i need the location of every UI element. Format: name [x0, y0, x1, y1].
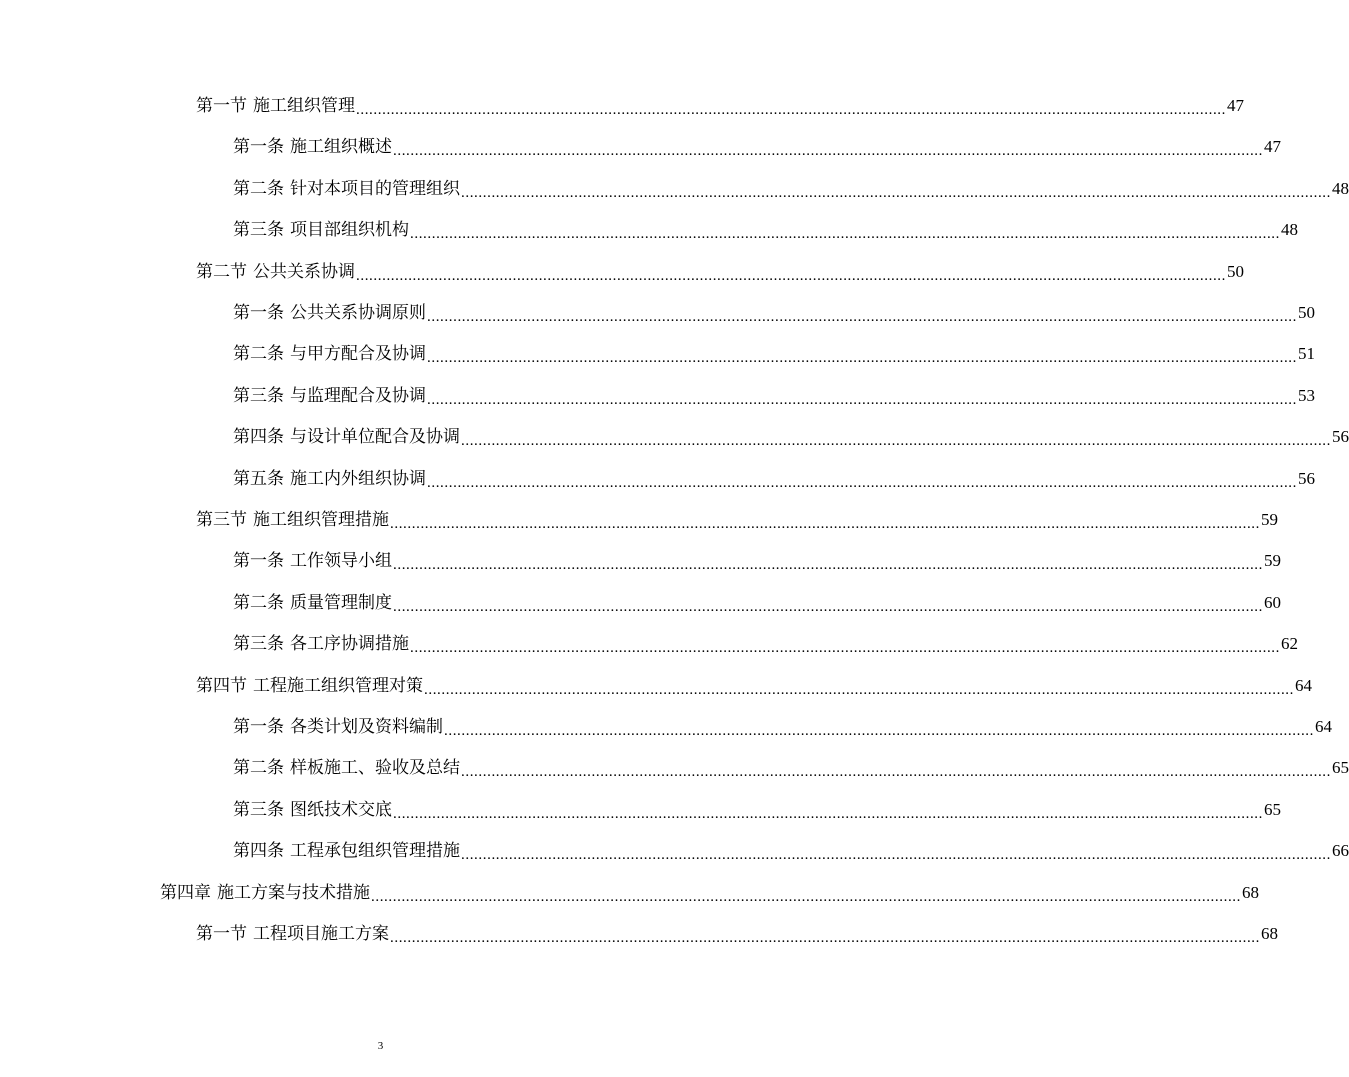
- toc-entry-page: 64: [1315, 717, 1332, 736]
- toc-entry-page: 60: [1264, 592, 1281, 612]
- toc-entry-page: 48: [1281, 220, 1298, 240]
- toc-entry-number: 第三条: [233, 385, 284, 406]
- toc-leader-dots: ........................................................................................................................................................................................................: [356, 102, 1226, 118]
- toc-entry-title: 工程项目施工方案: [253, 924, 389, 944]
- toc-entry-title: 施工方案与技术措施: [217, 882, 370, 903]
- toc-entry-title: 各工序协调措施: [290, 634, 409, 655]
- toc-leader-dots: ........................................................................................................................................................................................................: [393, 805, 1263, 822]
- toc-entry[interactable]: [233, 421, 1349, 453]
- toc-entry[interactable]: [233, 131, 1281, 163]
- toc-entry-page: 59: [1264, 551, 1281, 571]
- toc-entry[interactable]: [196, 504, 1278, 536]
- toc-entry[interactable]: [160, 877, 1259, 909]
- toc-entry-title: 质量管理制度: [290, 592, 392, 613]
- toc-entry-title: 与设计单位配合及协调: [290, 427, 460, 448]
- toc-entry-page: 59: [1261, 510, 1278, 529]
- toc-entry-page: 65: [1332, 758, 1349, 778]
- toc-entry-number: 第二节: [196, 261, 247, 282]
- toc-entry-number: 第一节: [196, 96, 247, 116]
- toc-entry[interactable]: [233, 835, 1349, 867]
- toc-entry-title: 施工组织概述: [290, 137, 392, 158]
- toc-entry[interactable]: [196, 256, 1244, 288]
- toc-leader-dots: ........................................................................................................................................................................................................: [371, 888, 1241, 905]
- toc-entry[interactable]: [233, 338, 1315, 370]
- toc-leader-dots: ........................................................................................................................................................................................................: [444, 723, 1314, 739]
- toc-entry-number: 第一条: [233, 551, 284, 572]
- toc-entry-page: 53: [1298, 385, 1315, 405]
- toc-leader-dots: ........................................................................................................................................................................................................: [461, 764, 1331, 781]
- toc-entry-page: 65: [1264, 799, 1281, 819]
- toc-entry-title: 公共关系协调原则: [290, 303, 426, 323]
- toc-entry[interactable]: [233, 380, 1315, 412]
- toc-entry-title: 项目部组织机构: [290, 220, 409, 241]
- toc-entry-page: 66: [1332, 841, 1349, 861]
- toc-entry-title: 工程承包组织管理措施: [290, 841, 460, 862]
- toc-entry-page: 68: [1261, 924, 1278, 943]
- toc-entry[interactable]: [233, 711, 1332, 743]
- toc-entry-page: 64: [1295, 675, 1312, 695]
- toc-entry-title: 针对本项目的管理组织: [290, 178, 460, 199]
- toc-entry[interactable]: [196, 918, 1278, 950]
- toc-entry-number: 第一条: [233, 137, 284, 158]
- toc-leader-dots: ........................................................................................................................................................................................................: [427, 309, 1297, 325]
- toc-entry-number: 第二条: [233, 758, 284, 779]
- toc-leader-dots: ........................................................................................................................................................................................................: [427, 391, 1297, 408]
- toc-leader-dots: ........................................................................................................................................................................................................: [461, 184, 1331, 201]
- toc-leader-dots: ........................................................................................................................................................................................................: [393, 598, 1263, 615]
- toc-entry-page: 62: [1281, 634, 1298, 654]
- toc-entry[interactable]: [233, 297, 1315, 329]
- toc-entry[interactable]: [233, 587, 1281, 619]
- toc-entry-title: 图纸技术交底: [290, 799, 392, 820]
- toc-entry-title: 样板施工、验收及总结: [290, 758, 460, 779]
- toc-entry-title: 施工内外组织协调: [290, 468, 426, 489]
- toc-entry-number: 第一条: [233, 717, 284, 737]
- toc-entry-number: 第五条: [233, 468, 284, 489]
- toc-entry-number: 第四节: [196, 675, 247, 696]
- toc-entry-page: 51: [1298, 344, 1315, 364]
- toc-entry-number: 第四章: [160, 882, 211, 903]
- toc-entry-number: 第二条: [233, 592, 284, 613]
- toc-entry-number: 第三节: [196, 510, 247, 530]
- toc-leader-dots: ........................................................................................................................................................................................................: [410, 226, 1280, 243]
- toc-entry-title: 各类计划及资料编制: [290, 717, 443, 737]
- toc-leader-dots: ........................................................................................................................................................................................................: [461, 847, 1331, 864]
- toc-leader-dots: ........................................................................................................................................................................................................: [427, 474, 1297, 491]
- toc-entry[interactable]: [196, 90, 1244, 122]
- toc-entry-page: 47: [1264, 137, 1281, 157]
- toc-entry-number: 第二条: [233, 178, 284, 199]
- toc-entry-page: 56: [1332, 427, 1349, 447]
- toc-entry[interactable]: [196, 670, 1312, 702]
- toc-leader-dots: ........................................................................................................................................................................................................: [424, 681, 1294, 698]
- toc-entry-title: 工程施工组织管理对策: [253, 675, 423, 696]
- toc-entry-number: 第三条: [233, 634, 284, 655]
- toc-entry-number: 第三条: [233, 220, 284, 241]
- toc-entry-title: 工作领导小组: [290, 551, 392, 572]
- toc-entry[interactable]: [233, 628, 1298, 660]
- toc-entry-number: 第二条: [233, 344, 284, 365]
- toc-leader-dots: ........................................................................................................................................................................................................: [390, 516, 1260, 532]
- toc-entry-number: 第一节: [196, 924, 247, 944]
- toc-leader-dots: ........................................................................................................................................................................................................: [461, 433, 1331, 450]
- toc-entry[interactable]: [233, 545, 1281, 577]
- toc-entry-title: 与监理配合及协调: [290, 385, 426, 406]
- toc-entry-number: 第四条: [233, 841, 284, 862]
- toc-entry-title: 与甲方配合及协调: [290, 344, 426, 365]
- toc-entry-page: 68: [1242, 882, 1259, 902]
- toc-entry-number: 第一条: [233, 303, 284, 323]
- toc-entry-page: 50: [1227, 261, 1244, 281]
- toc-entry[interactable]: [233, 214, 1298, 246]
- toc-entry[interactable]: [233, 463, 1315, 495]
- toc-entry-page: 48: [1332, 178, 1349, 198]
- toc-entry-number: 第四条: [233, 427, 284, 448]
- toc-entry-page: 56: [1298, 468, 1315, 488]
- toc-leader-dots: ........................................................................................................................................................................................................: [393, 143, 1263, 160]
- toc-leader-dots: ........................................................................................................................................................................................................: [393, 557, 1263, 574]
- toc-entry[interactable]: [233, 752, 1349, 784]
- toc-entry-page: 47: [1227, 96, 1244, 115]
- toc-leader-dots: ........................................................................................................................................................................................................: [356, 267, 1226, 284]
- toc-leader-dots: ........................................................................................................................................................................................................: [410, 640, 1280, 657]
- toc-entry-number: 第三条: [233, 799, 284, 820]
- toc-leader-dots: ........................................................................................................................................................................................................: [427, 350, 1297, 367]
- toc-entry-title: 公共关系协调: [253, 261, 355, 282]
- toc-entry-page: 50: [1298, 303, 1315, 322]
- toc-entry-title: 施工组织管理: [253, 96, 355, 116]
- page-number: 3: [377, 1040, 384, 1052]
- toc-entry-title: 施工组织管理措施: [253, 510, 389, 530]
- toc-entry[interactable]: [233, 173, 1349, 205]
- toc-leader-dots: ........................................................................................................................................................................................................: [390, 930, 1260, 946]
- toc-entry[interactable]: [233, 794, 1281, 826]
